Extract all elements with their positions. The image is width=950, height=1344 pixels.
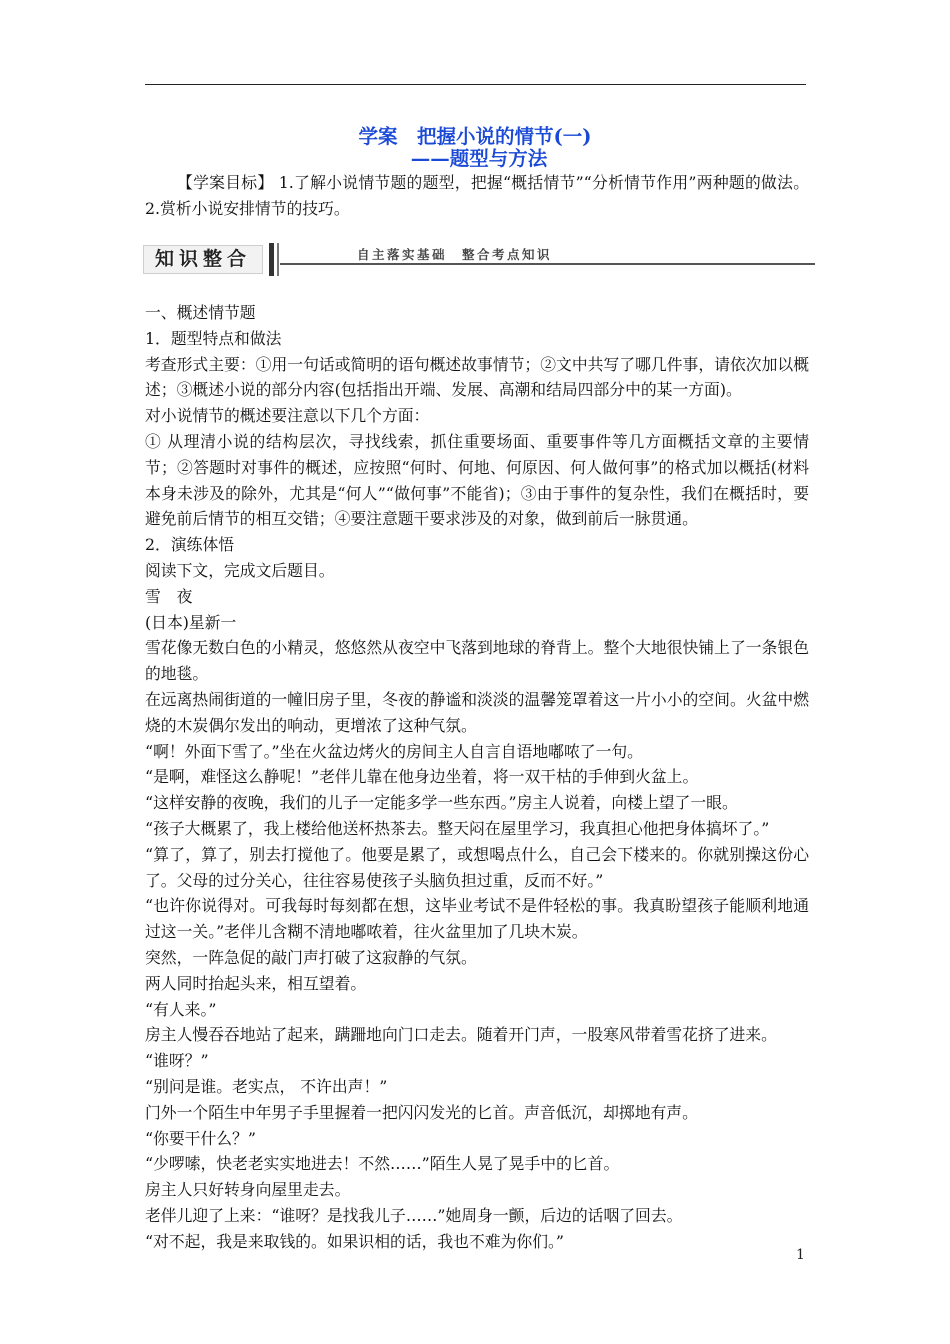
paragraph: “是啊，难怪这么静呢！”老伴儿靠在他身边坐着，将一双干枯的手伸到火盆上。 xyxy=(145,767,699,787)
paragraph: 老伴儿迎了上来：“谁呀？是找我儿子……”她周身一颤，后边的话咽了回去。 xyxy=(145,1205,683,1225)
paragraph: “有人来。” xyxy=(145,999,217,1019)
paragraph: 房主人只好转身向屋里走去。 xyxy=(145,1180,351,1200)
paragraph: 突然，一阵急促的敲门声打破了这寂静的气氛。 xyxy=(145,947,477,967)
banner-divider-bar xyxy=(269,243,279,276)
paragraph: ① 从理清小说的结构层次，寻找线索，抓住重要场面、重要事件等几方面概括文章的主要情节；②答题时对事件的概述，应按照“何时、何地、何原因、何人做何事”的格式加以概括(材料本身未涉及的除外，尤其是“何人”“做何事”不能省)；③由于事件的复杂性，我们在概括时，要避免前后情节的相互交错；④要注意题干要求涉及的对象，做到前后一脉贯通。 xyxy=(145,431,809,529)
paragraph: “谁呀？” xyxy=(145,1051,209,1071)
paragraph: 雪花像无数白色的小精灵，悠悠然从夜空中飞落到地球的脊背上。整个大地很快铺上了一条银色的地毯。 xyxy=(145,638,809,684)
paragraph: 在远离热闹街道的一幢旧房子里，冬夜的静谧和淡淡的温馨笼罩着这一片小小的空间。火盆中燃烧的木炭偶尔发出的响动，更增浓了这种气氛。 xyxy=(145,689,809,735)
section-banner xyxy=(143,243,815,279)
document-body xyxy=(145,300,809,1254)
paragraph: “对不起，我是来取钱的。如果识相的话，我也不难为你们。” xyxy=(145,1231,564,1251)
paragraph: “少啰嗦，快老老实实地进去！不然……”陌生人晃了晃手中的匕首。 xyxy=(145,1154,620,1174)
paragraph: 2．演练体悟 xyxy=(145,535,235,555)
paragraph: “也许你说得对。可我每时每刻都在想，这毕业考试不是件轻松的事。我真盼望孩子能顺利地通过这一关。”老伴儿含糊不清地嘟哝着，往火盆里加了几块木炭。 xyxy=(145,896,809,942)
paragraph: 1．题型特点和做法 xyxy=(145,328,282,348)
learning-goal: 【学案目标】 1.了解小说情节题的题型，把握“概括情节”“分析情节作用”两种题的做法。2.赏析小说安排情节的技巧。 xyxy=(145,173,809,218)
paragraph: 阅读下文，完成文后题目。 xyxy=(145,560,335,580)
paragraph: 对小说情节的概述要注意以下几个方面： xyxy=(145,406,430,426)
section-banner-tag: 知识整合 xyxy=(143,245,263,274)
paragraph: “别问是谁。老实点， 不许出声！” xyxy=(145,1076,388,1096)
paragraph: 两人同时抬起头来，相互望着。 xyxy=(145,973,367,993)
page-title: 学案 把握小说的情节(一) xyxy=(358,125,592,148)
paragraph: “你要干什么？” xyxy=(145,1128,256,1148)
paragraph: “啊！外面下雪了。”坐在火盆边烤火的房间主人自言自语地嘟哝了一句。 xyxy=(145,741,643,761)
story-title: 雪 夜 xyxy=(145,586,193,606)
paragraph: “算了，算了，别去打搅他了。他要是累了，或想喝点什么，自己会下楼来的。你就别操这份心了。父母的过分关心，往往容易使孩子头脑负担过重，反而不好。” xyxy=(145,844,809,890)
paragraph: 房主人慢吞吞地站了起来，蹒跚地向门口走去。随着开门声，一股寒风带着雪花挤了进来。 xyxy=(145,1025,777,1045)
paragraph: 考查形式主要：①用一句话或简明的语句概述故事情节；②文中共写了哪几件事，请依次加以概述；③概述小说的部分内容(包括指出开端、发展、高潮和结局四部分中的某一方面)。 xyxy=(145,354,809,400)
paragraph: “孩子大概累了，我上楼给他送杯热茶去。整天闷在屋里学习，我真担心他把身体搞坏了。” xyxy=(145,818,770,838)
banner-rule xyxy=(280,263,815,265)
paragraph: 一、概述情节题 xyxy=(145,303,256,322)
paragraph: 门外一个陌生中年男子手里握着一把闪闪发光的匕首。声音低沉，却掷地有声。 xyxy=(145,1102,698,1122)
section-banner-subtitle: 自主落实基础 整合考点知识 xyxy=(357,247,553,262)
header-rule xyxy=(145,84,806,85)
page-number: 1 xyxy=(796,1247,805,1263)
paragraph: “这样安静的夜晚，我们的儿子一定能多学一些东西。”房主人说着，向楼上望了一眼。 xyxy=(145,793,738,813)
page-subtitle: ——题型与方法 xyxy=(410,147,548,170)
story-author: (日本)星新一 xyxy=(145,612,237,632)
